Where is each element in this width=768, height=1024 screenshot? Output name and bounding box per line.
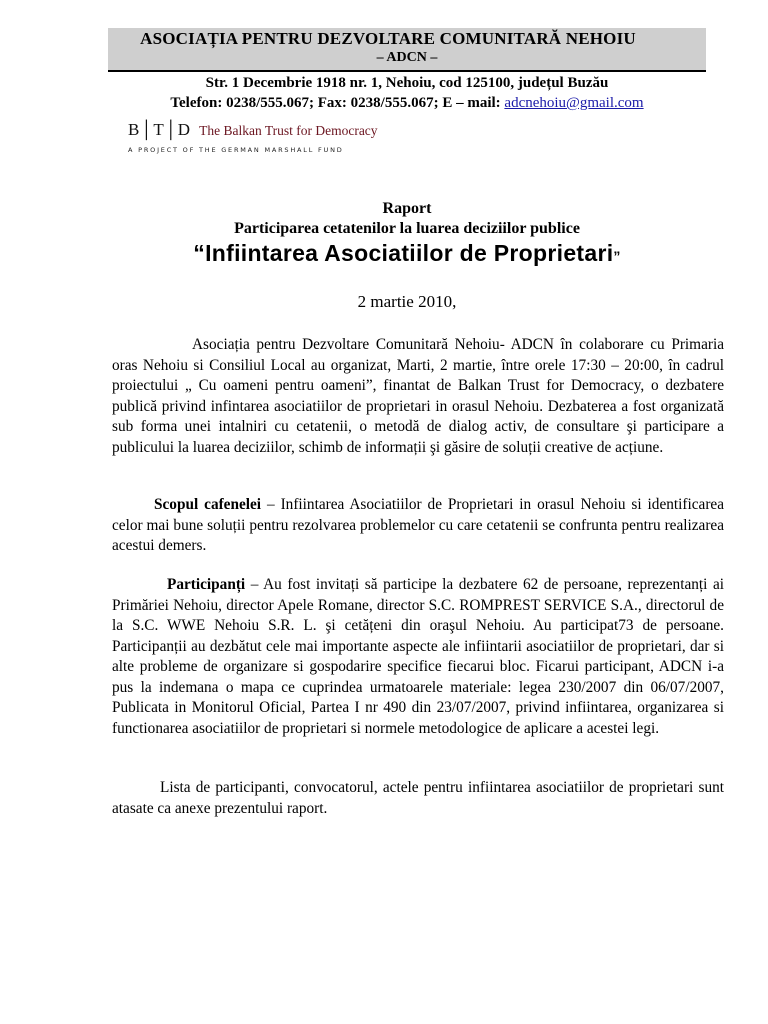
paragraph-scope [112,495,724,557]
scope-text: – Infiintarea Asociatiilor de Proprietari in orasul Nehoiu si identificarea celor mai bune soluții pentru rezolvarea problemelor cu care cetatenii se confrunta pentru realizarea acestui demers. [112,496,724,554]
organization-contact [108,93,706,113]
btd-letters: B│T│D [128,120,192,139]
paragraph-annexes: Lista de participanti, convocatorul, actele pentru infiintarea asociatiilor de proprietari sunt atasate ca anexe prezentului raport. [112,779,724,817]
btd-logo [128,120,378,154]
report-headline-text: “Infiintarea Asociatiilor de Proprietari [193,240,614,266]
report-label: Raport [382,200,432,217]
scope-label: Scopul cafenelei [154,496,262,513]
organization-address: Str. 1 Decembrie 1918 nr. 1, Nehoiu, cod 125100, județul Buzău [205,75,609,91]
paragraph-participants [112,575,724,739]
organization-name: ASOCIAȚIA PENTRU DEZVOLTARE COMUNITARĂ NEHOIU [140,29,636,48]
contact-phone-fax: Telefon: 0238/555.067; Fax: 0238/555.067; E – mail: [170,95,505,111]
organization-acronym: – ADCN – [376,50,438,65]
paragraph-intro: Asociația pentru Dezvoltare Comunitară Nehoiu- ADCN în colaborare cu Primaria oras Nehoiu si Consiliul Local au organizat, Marti, 2 martie, între orele 17:30 – 20:00, în cadrul proiectului „ Cu oameni pentru oameni”, finantat de Balkan Trust for Democracy, o dezbatere publică privind infintarea asociatiilor de proprietari in orasul Nehoiu. Dezbaterea a fost organizată sub forma unei intalniri cu cetatenii, o metodă de dialog activ, de consultare şi participare a publicului la luarea deciziilor, schimb de informații şi găsire de soluții creative de acțiune. [112,336,724,456]
btd-subtitle: A PROJECT OF THE GERMAN MARSHALL FUND [128,146,344,154]
participants-label: Participanți [167,576,246,593]
btd-name: The Balkan Trust for Democracy [199,123,378,138]
report-subtitle: Participarea cetatenilor la luarea deciziilor publice [234,220,580,237]
report-headline-close-quote: ” [613,248,621,264]
report-date: 2 martie 2010, [357,292,457,311]
header-divider [108,71,706,72]
email-link[interactable]: adcnehoiu@gmail.com [504,95,644,111]
report-headline [108,240,706,267]
participants-text: – Au fost invitați să participe la dezbatere 62 de persoane, reprezentanți ai Primăriei Nehoiu, director Apele Romane, director S.C. ROMPREST SERVICE S.A., directorul de la S.C. WWE Nehoiu S.R. L. şi cetățeni din oraşul Nehoiu. Au participat73 de persoane. Participanții au dezbătut cele mai importante aspecte ale infiintarii asociatiilor de proprietari, dar si alte probleme de organizare si gospodarire specifice fiecarui bloc. Ficarui participant, ADCN i-a pus la indemana o mapa ce cuprindea urmatoarele materiale: legea 230/2007 din 06/07/2007, Publicata in Monitorul Oficial, Partea I nr 490 din 23/07/2007, privind infiintarea, organizarea si functionarea asociatiilor de proprietari si normele metodologice de aplicare a acestei legi. [112,576,724,737]
